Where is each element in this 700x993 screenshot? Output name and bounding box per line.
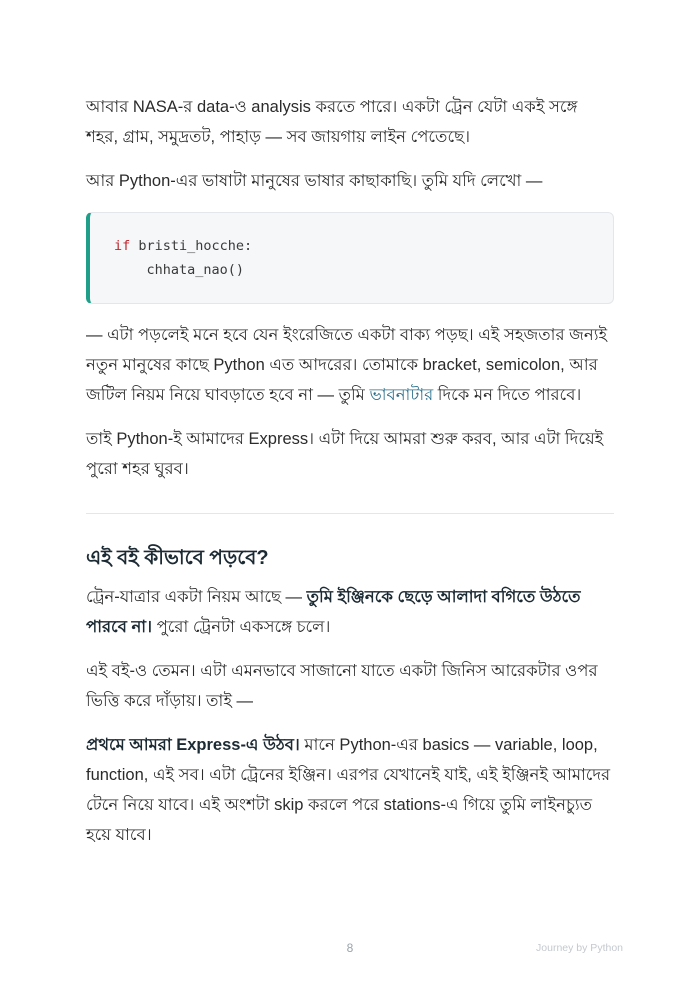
code-line-1 bbox=[114, 234, 589, 258]
paragraph-first-express-text: মানে Python-এর basics — variable, loop, function, এই সব। এটা ট্রেনের ইঞ্জিন। এরপর যেখানেই যাই, এই ইঞ্জিনই আমাদের টেনে নিয়ে যাবে। এই অংশটা skip করলে পরে stations-এ গিয়ে তুমি লাইনচ্যুত হয়ে যাবে। bbox=[86, 736, 611, 844]
page-number: 8 bbox=[346, 941, 354, 955]
paragraph-train-rule bbox=[86, 582, 614, 642]
code-keyword: if bbox=[114, 238, 131, 254]
paragraph-simplicity-text: — এটা পড়লেই মনে হবে যেন ইংরেজিতে একটা বাক্য পড়ছ। এই সহজতার জন্যই নতুন মানুষের কাছে Python এত আদরের। তোমাকে bracket, semicolon, আর জটিল নিয়ম নিয়ে ঘাবড়াতে হবে না — তুমি bbox=[86, 326, 608, 404]
paragraph-train-rule-text-end: পুরো ট্রেনটা একসঙ্গে চলে। bbox=[152, 618, 331, 636]
paragraph-first-express bbox=[86, 730, 614, 850]
code-line-1-rest: bristi_hocche: bbox=[130, 238, 253, 254]
paragraph-simplicity bbox=[86, 320, 614, 410]
paragraph-python-language: আর Python-এর ভাষাটা মানুষের ভাষার কাছাকাছি। তুমি যদি লেখো — bbox=[86, 172, 543, 190]
train-rule-emphasis: তুমি ইঞ্জিনকে ছেড়ে আলাদা বগিতে উঠতে পারবে না। bbox=[86, 588, 581, 636]
paragraph-book-structure: এই বই-ও তেমন। এটা এমনভাবে সাজানো যাতে একটা জিনিস আরেকটার ওপর ভিত্তি করে দাঁড়ায়। তাই — bbox=[86, 662, 598, 710]
section-divider bbox=[86, 513, 614, 514]
code-line-2: chhata_nao() bbox=[114, 262, 245, 278]
code-block bbox=[86, 212, 614, 304]
paragraph-train-rule-text: ট্রেন-যাত্রার একটা নিয়ম আছে — bbox=[86, 588, 307, 606]
idea-link[interactable]: ভাবনাটার bbox=[369, 386, 434, 404]
footer-brand: Journey by Python bbox=[536, 942, 623, 954]
section-heading: এই বই কীভাবে পড়বে? bbox=[86, 547, 269, 569]
paragraph-nasa: আবার NASA-র data-ও analysis করতে পারে। একটা ট্রেন যেটা একই সঙ্গে শহর, গ্রাম, সমুদ্রতট, পাহাড় — সব জায়গায় লাইন পেতেছে। bbox=[86, 98, 578, 146]
page-content bbox=[86, 92, 614, 850]
first-express-emphasis: প্রথমে আমরা Express-এ উঠব। bbox=[86, 736, 300, 754]
paragraph-express: তাই Python-ই আমাদের Express। এটা দিয়ে আমরা শুরু করব, আর এটা দিয়েই পুরো শহর ঘুরব। bbox=[86, 430, 604, 478]
paragraph-simplicity-text-end: দিকে মন দিতে পারবে। bbox=[433, 386, 582, 404]
